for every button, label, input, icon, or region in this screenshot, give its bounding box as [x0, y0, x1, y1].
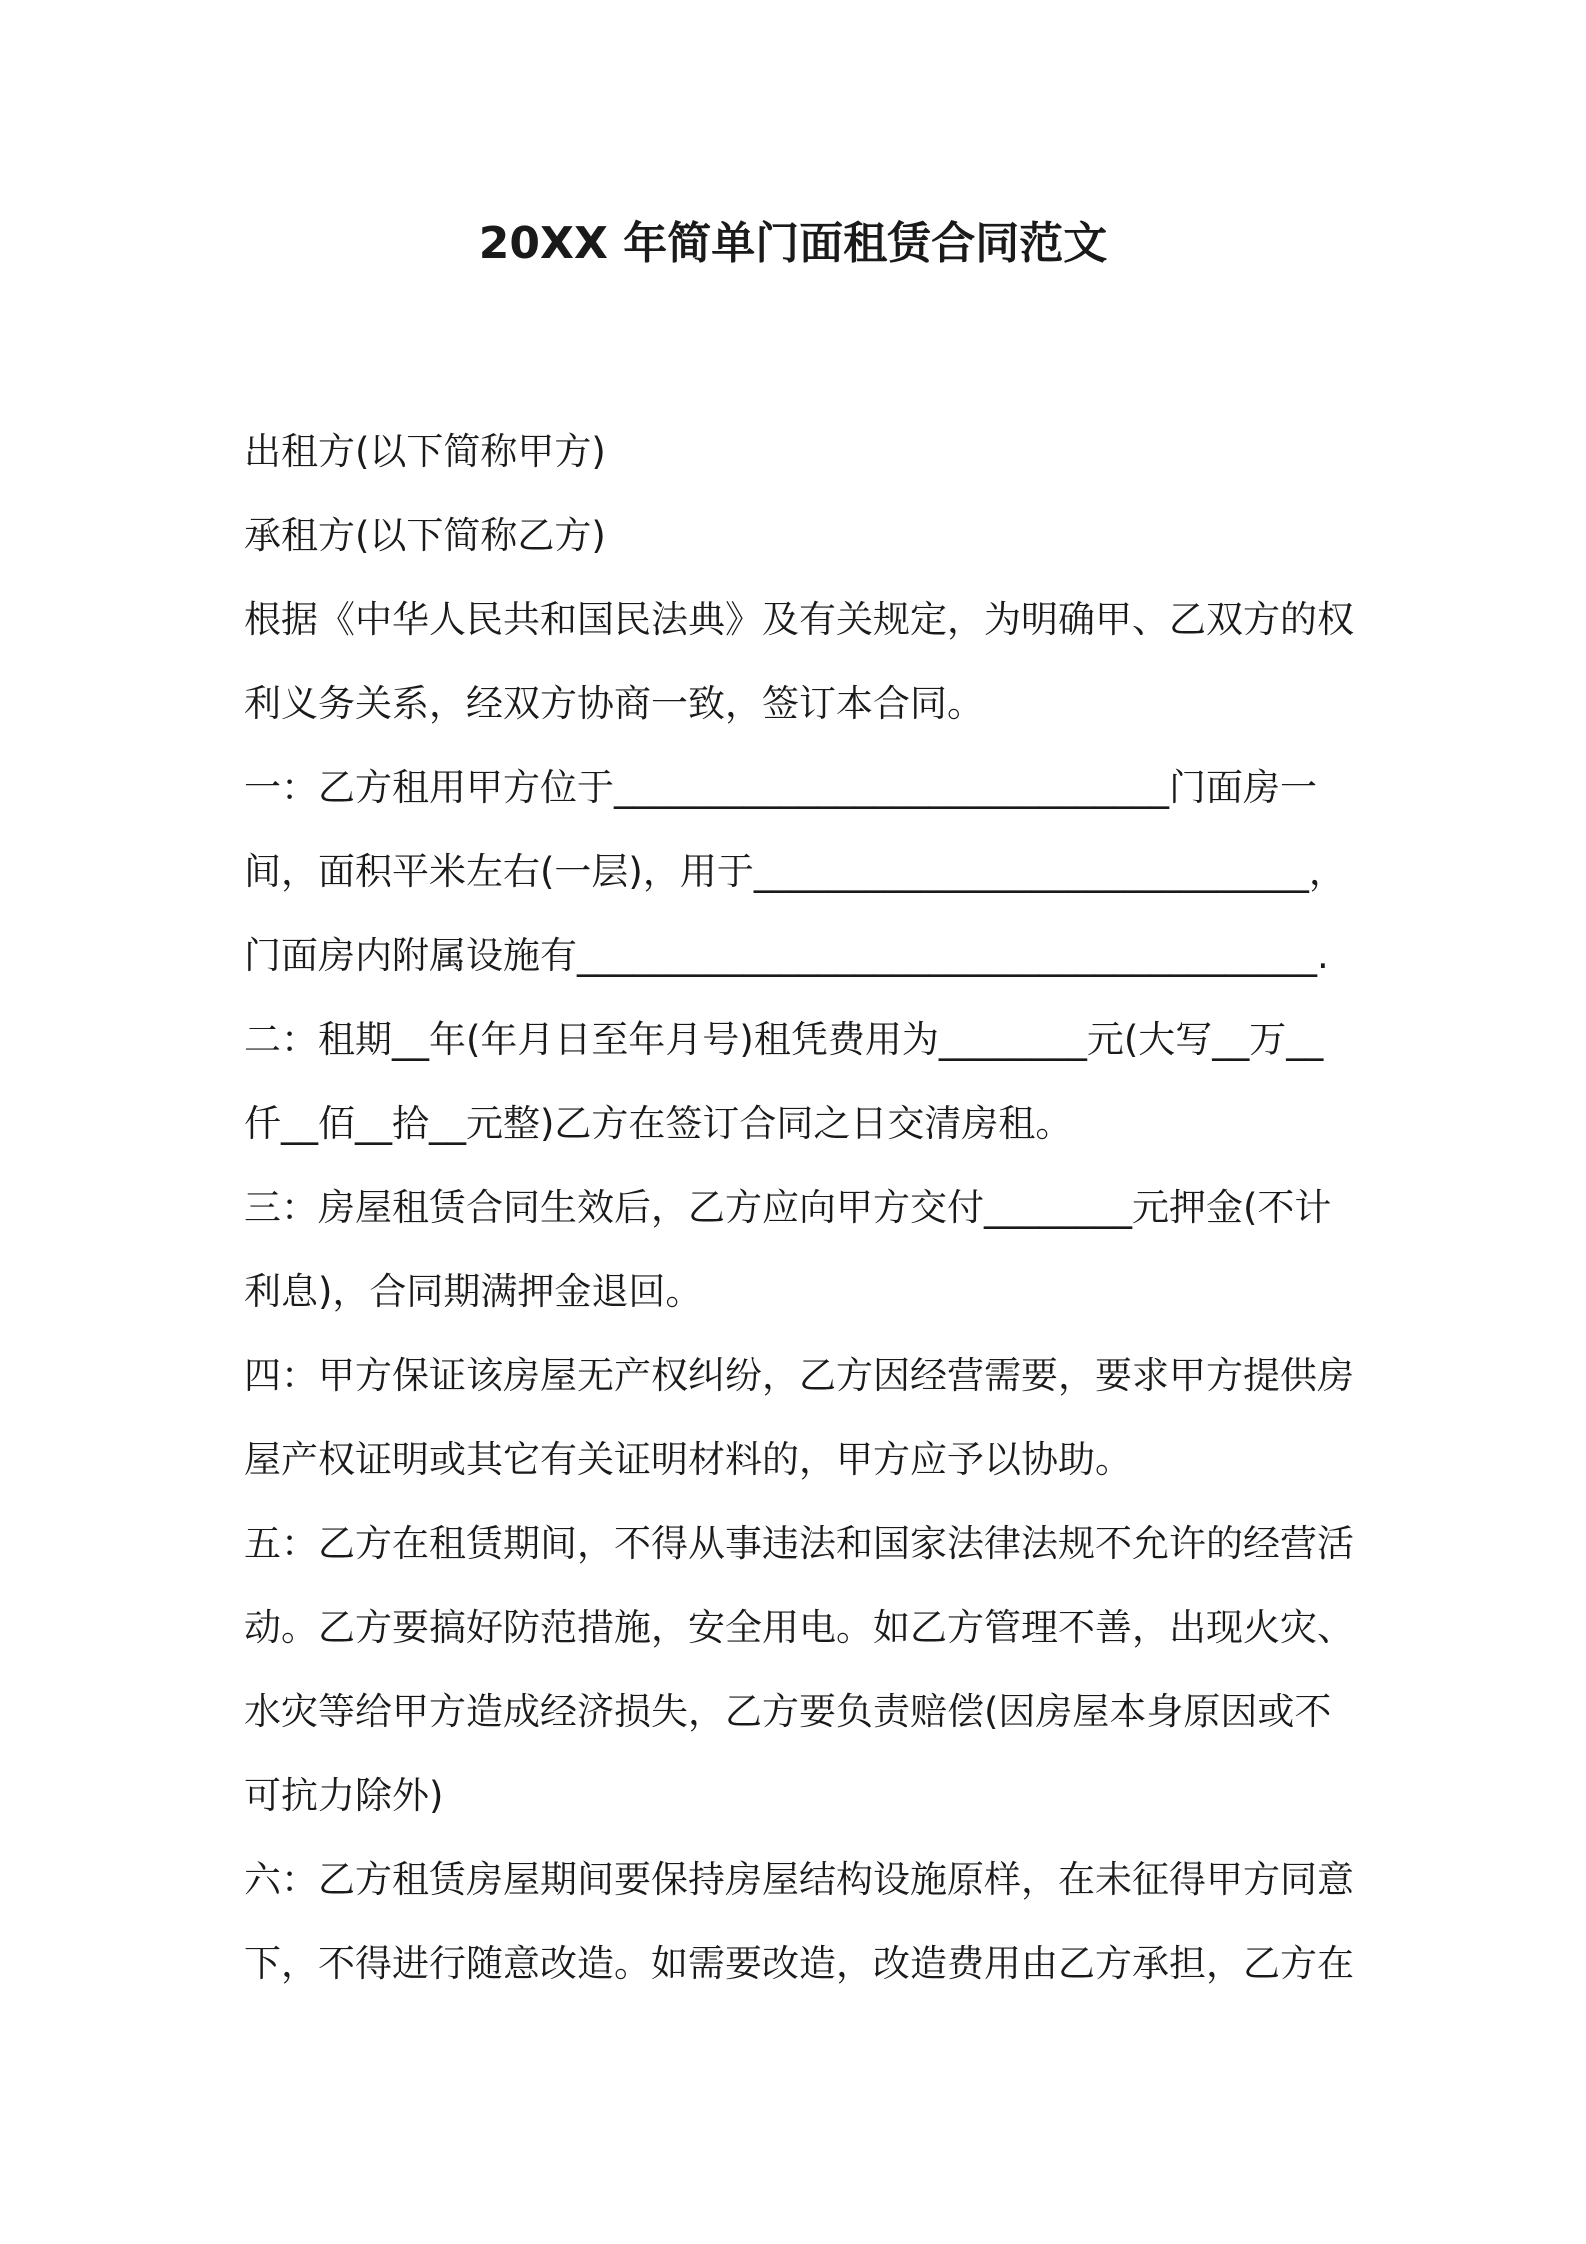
- document-title: 20XX 年简单门面租赁合同范文: [478, 218, 1108, 269]
- text-line-clause-4-a: 四：甲方保证该房屋无产权纠纷，乙方因经营需要，要求甲方提供房: [244, 1354, 1354, 1397]
- text-line-clause-2-b: 仟__佰__拾__元整)乙方在签订合同之日交清房租。: [244, 1102, 1073, 1145]
- text-line-clause-5-a: 五：乙方在租赁期间，不得从事违法和国家法律法规不允许的经营活: [244, 1522, 1354, 1565]
- text-line-lessee: 承租方(以下简称乙方): [244, 514, 606, 557]
- text-line-clause-2-a: 二：租期__年(年月日至年月号)租凭费用为________元(大写__万__: [244, 1018, 1324, 1061]
- text-line-clause-1-c: 门面房内附属设施有________________________________________.: [244, 934, 1329, 977]
- text-line-lessor: 出租方(以下简称甲方): [244, 430, 606, 473]
- text-line-clause-5-d: 可抗力除外): [244, 1774, 444, 1817]
- text-line-clause-5-c: 水灾等给甲方造成经济损失，乙方要负责赔偿(因房屋本身原因或不: [244, 1690, 1332, 1733]
- text-line-clause-5-b: 动。乙方要搞好防范措施，安全用电。如乙方管理不善，出现火灾、: [244, 1606, 1354, 1649]
- text-line-clause-3-b: 利息)，合同期满押金退回。: [244, 1270, 703, 1313]
- text-line-clause-1-a: 一：乙方租用甲方位于______________________________门面房一: [244, 766, 1317, 809]
- text-line-clause-6-a: 六：乙方租赁房屋期间要保持房屋结构设施原样，在未征得甲方同意: [244, 1858, 1354, 1901]
- document-body: [244, 410, 1364, 2006]
- text-line-clause-6-b: 下，不得进行随意改造。如需要改造，改造费用由乙方承担，乙方在: [244, 1942, 1354, 1985]
- text-line-clause-1-b: 间，面积平米左右(一层)，用于______________________________，: [244, 850, 1346, 893]
- text-line-clause-3-a: 三：房屋租赁合同生效后，乙方应向甲方交付________元押金(不计: [244, 1186, 1332, 1229]
- text-line-preamble-2: 利义务关系，经双方协商一致，签订本合同。: [244, 682, 984, 725]
- text-line-preamble-1: 根据《中华人民共和国民法典》及有关规定，为明确甲、乙双方的权: [244, 598, 1354, 641]
- text-line-clause-4-b: 屋产权证明或其它有关证明材料的，甲方应予以协助。: [244, 1438, 1132, 1481]
